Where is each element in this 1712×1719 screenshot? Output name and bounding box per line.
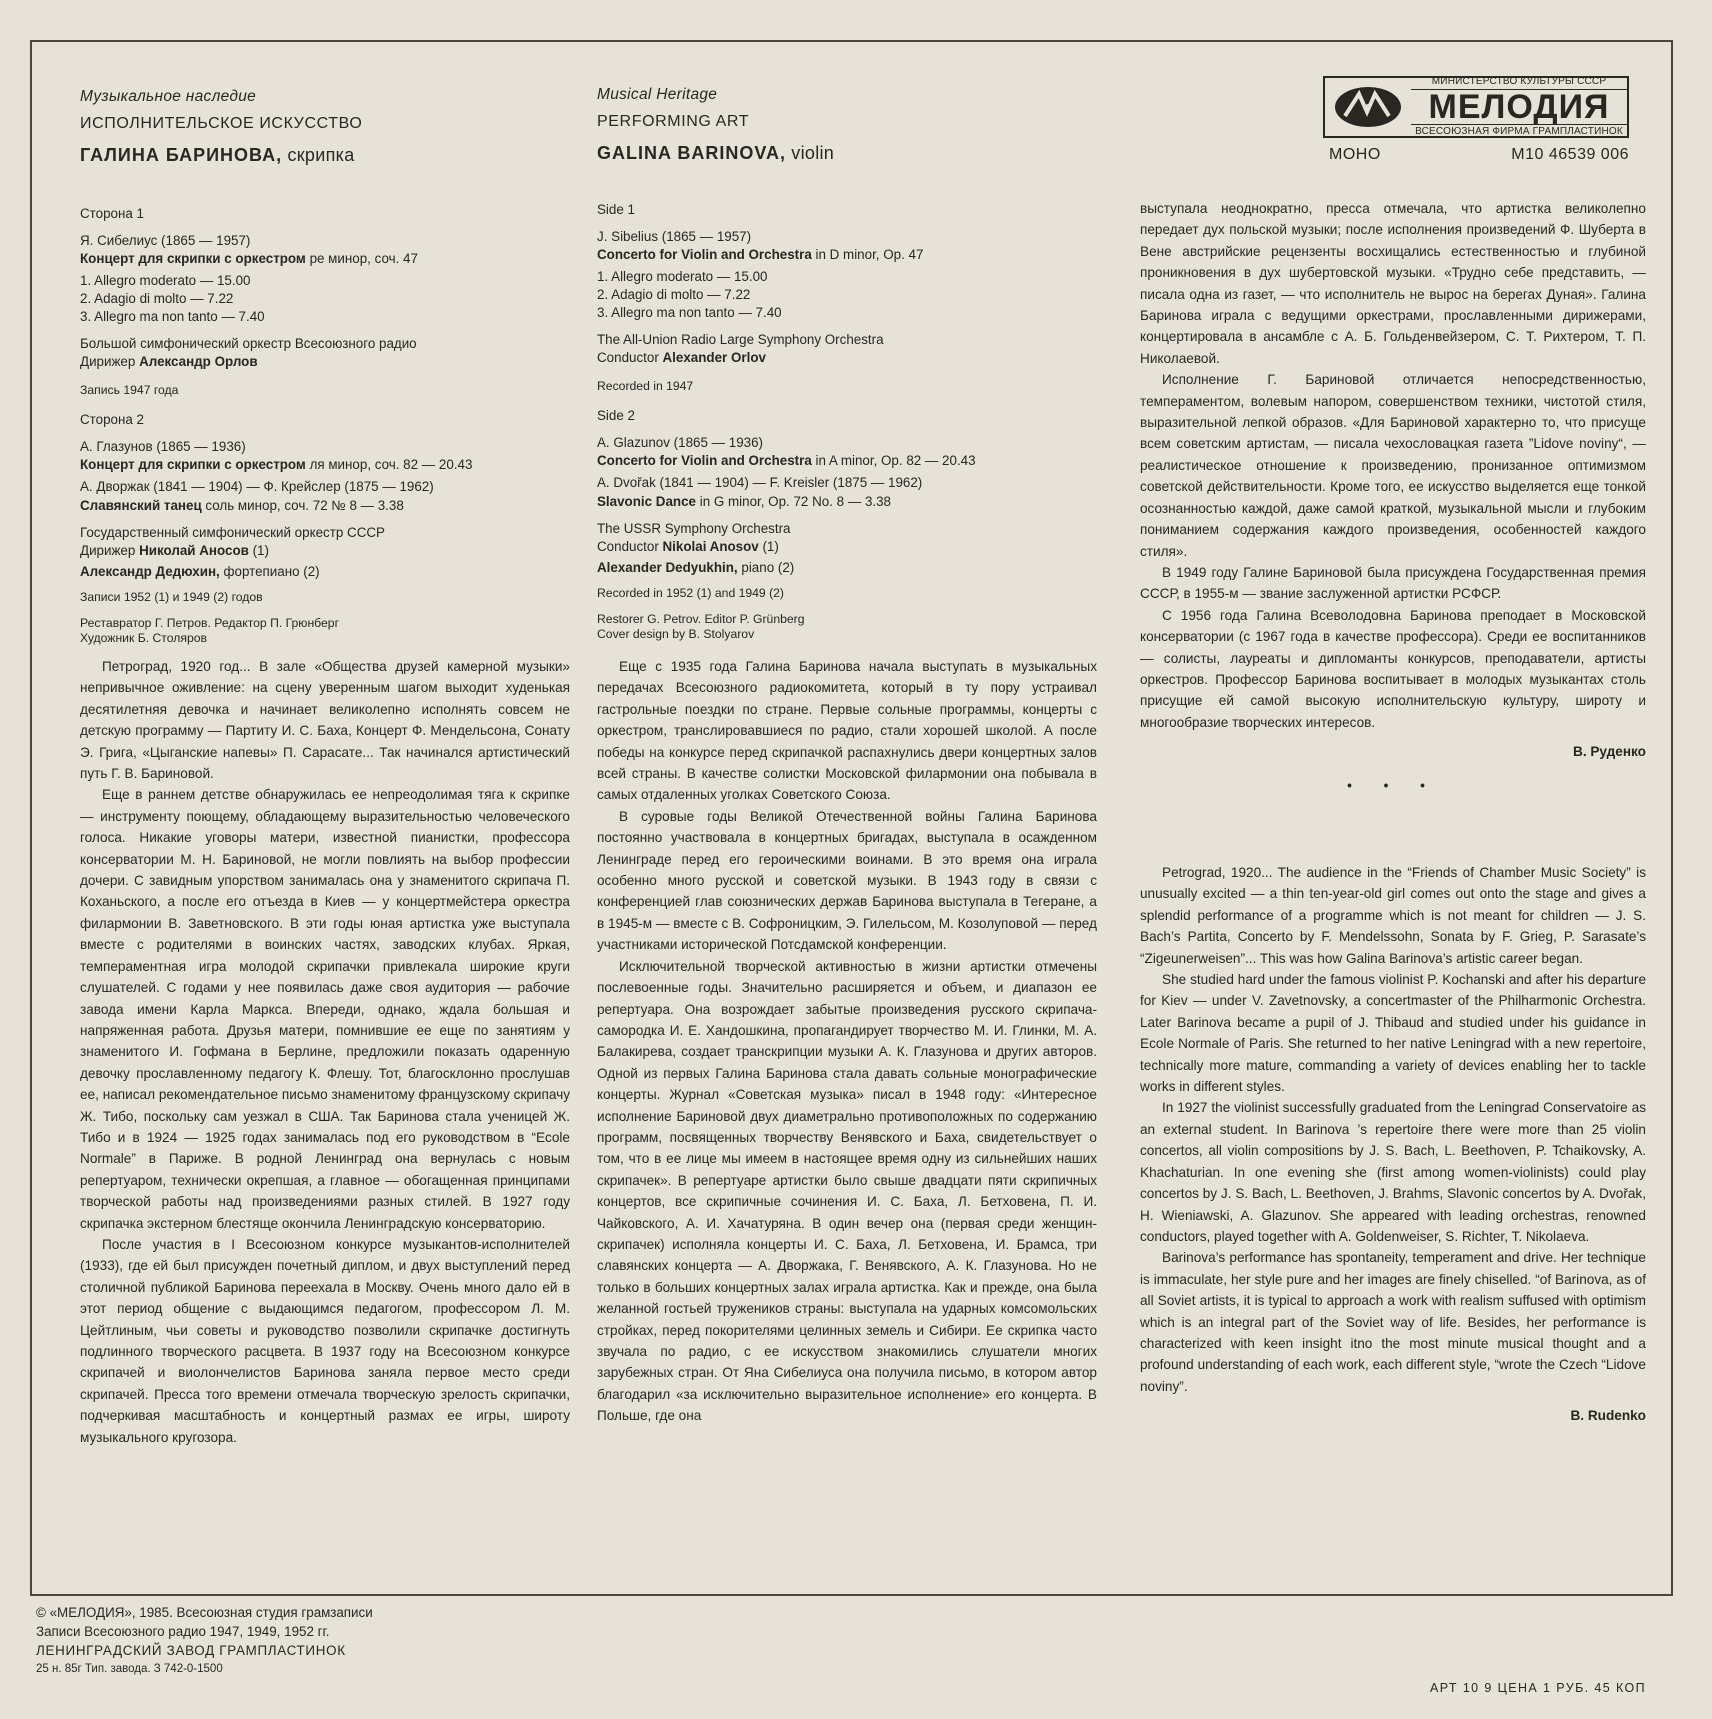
mono-label: МОНО xyxy=(1329,146,1381,163)
en-side2: Side 2 xyxy=(597,407,635,423)
en-pianist xyxy=(597,559,1097,577)
plant-line: ЛЕНИНГРАДСКИЙ ЗАВОД ГРАМПЛАСТИНОК xyxy=(36,1643,346,1658)
ru-instrument: скрипка xyxy=(282,144,355,165)
ru-paragraph: Исполнение Г. Бариновой отличается непосредственностью, темпераментом, волевым напором, совершенством техники, чистотой стиля, выразительной лепкой образов. «Для Бариновой характерно то, что присуще всем советским артистам, — писала чехословацкая газета ”Lidove noviny“, — реалистическое отношение к произведению, пронизанное оптимизмом советской действительности. Кроме того, ее искусство выделяется еще тонкой осознанностью каждой, даже самой краткой, музыкальной мысли и глубоким пониманием содержания каждого произведения, особенностей каждого стиля». xyxy=(1140,372,1646,559)
ru-conductor2-name: Николай Аносов xyxy=(139,543,249,559)
en-conductor2-label: Conductor xyxy=(597,539,663,555)
ru-conductor1-name: Александр Орлов xyxy=(139,354,258,370)
ru-work2-key: ля минор, соч. 82 — 20.43 xyxy=(305,457,473,473)
en-composer2: A. Glazunov (1865 — 1936) xyxy=(597,435,763,451)
catalog-number: М10 46539 006 xyxy=(1511,146,1629,163)
ru-composer2: А. Глазунов (1865 — 1936) xyxy=(80,439,246,455)
en-tracklist xyxy=(597,201,1097,643)
label-name: МЕЛОДИЯ xyxy=(1411,89,1627,125)
en-movement1: 1. Allegro moderato — 15.00 xyxy=(597,268,768,284)
ru-series: Музыкальное наследие xyxy=(80,88,257,105)
ru-work2 xyxy=(80,456,570,474)
en-artist: GALINA BARINOVA, xyxy=(597,142,786,163)
ru-category: ИСПОЛНИТЕЛЬСКОЕ ИСКУССТВО xyxy=(80,115,363,133)
ru-biography-col2 xyxy=(597,656,1097,1427)
ru-paragraph: После участия в I Всесоюзном конкурсе музыкантов-исполнителей (1933), где ей был присужден почетный диплом, и двух выступлений перед столичной публикой Баринова переехала в Москву. Очень много дало ей в этот период общение с выдающимся педагогом, профессором Л. М. Цейтлиным, чьи советы и руководство позволили скрипачке достигнуть подлинного творческого расцвета. В 1937 году на Всесоюзном конкурсе скрипачей и виолончелистов Баринова заняла первое место среди скрипачей. Пресса того времени отмечала творческую зрелость скрипачки, подчеркивая масштабность и концертный размах ее игры, широту музыкального кругозора. xyxy=(80,1236,570,1445)
en-work2 xyxy=(597,452,1097,470)
en-recorded1: Recorded in 1947 xyxy=(597,378,694,393)
ru-conductor2 xyxy=(80,542,570,560)
melodiya-logo xyxy=(1323,76,1629,138)
ru-signature: В. Руденко xyxy=(1573,744,1646,760)
ru-conductor1-label: Дирижер xyxy=(80,354,140,370)
ru-recorded1: Запись 1947 года xyxy=(80,382,179,397)
ru-biography-col3 xyxy=(1140,198,1646,796)
en-conductor1-name: Alexander Orlov xyxy=(662,350,766,366)
en-work2-key: in A minor, Op. 82 — 20.43 xyxy=(811,453,976,469)
en-instrument: violin xyxy=(786,142,835,163)
en-category: PERFORMING ART xyxy=(597,113,750,131)
ru-artist-line xyxy=(80,145,570,166)
en-movement3: 3. Allegro ma non tanto — 7.40 xyxy=(597,305,782,321)
ru-movement1: 1. Allegro moderato — 15.00 xyxy=(80,272,251,288)
en-series: Musical Heritage xyxy=(597,86,718,103)
en-biography-col3 xyxy=(1140,862,1646,1427)
en-paragraph: Petrograd, 1920... The audience in the “Friends of Chamber Music Society” is unusually excited — a thin ten-year-old girl comes out onto the stage and gives a splendid performance of a programme which is not meant for children — J. S. Bach’s Partita, Concerto by F. Mendelssohn, Sonata by F. Grieg, P. Sarasate’s “Zigeunerweisen”... This was how Galina Barinova’s artistic career began. xyxy=(1140,865,1646,966)
ru-orchestra2: Государственный симфонический оркестр СССР xyxy=(80,524,385,540)
ru-work3 xyxy=(80,497,570,515)
en-work1 xyxy=(597,246,1097,264)
en-conductor2-name: Nikolai Anosov xyxy=(662,539,759,555)
en-conductor2-suffix: (1) xyxy=(758,539,779,555)
en-paragraph: Barinova’s performance has spontaneity, temperament and drive. Her technique is immaculate, her style pure and her images are finely chiselled. “of Barinova, as of all Soviet artists, it is typical to approach a work with realism suffused with optimism which is an integral part of the Soviet way of life. Besides, her performance is characterized with keen insight itno the most minute musical thought and a profound understanding of each work, each different style, “wrote the Czech “Lidove noviny”. xyxy=(1140,1250,1646,1394)
ru-composer1: Я. Сибелиус (1865 — 1957) xyxy=(80,233,251,249)
ru-movement2: 2. Adagio di molto — 7.22 xyxy=(80,290,234,306)
ru-paragraph: Петроград, 1920 год... В зале «Общества друзей камерной музыки» непривычное оживление: на сцену уверенным шагом выходит худенькая десятилетняя девочка и начинает великолепно исполнять совсем не детскую программу — Партиту И. С. Баха, Концерт Ф. Мендельсона, Сонату Э. Грига, «Цыганские напевы» П. Сарасате... Так начинался артистический путь Г. В. Бариновой. xyxy=(80,659,570,782)
ru-recorded2: Записи 1952 (1) и 1949 (2) годов xyxy=(80,590,263,605)
mono-catalog-line xyxy=(1323,146,1629,164)
section-divider: • • • xyxy=(1347,777,1439,793)
ru-pianist-name: Александр Дедюхин, xyxy=(80,564,220,580)
ru-composer3: А. Дворжак (1841 — 1904) — Ф. Крейслер (1875 — 1962) xyxy=(80,479,434,495)
en-orchestra1: The All-Union Radio Large Symphony Orchestra xyxy=(597,332,884,348)
en-pianist-name: Alexander Dedyukhin, xyxy=(597,560,738,576)
en-paragraph: In 1927 the violinist successfully graduated from the Leningrad Conservatoire as an external student. In Barinova ’s repertoire there were more than 25 violin concertos, all violin compositions by J. S. Bach, L. Beethoven, P. Tchaikovsky, A. Khachaturian. In one evening she (first among women-violinists) could play concertos by J. S. Bach, L. Beethoven, J. Brahms, Slavonic concertos by A. Dvořak, H. Wieniawski, A. Glazunov. She appeared with leading orchestras, renowned conductors, played together with A. Goldenweiser, S. Richter, T. Nikolaeva. xyxy=(1140,1100,1646,1244)
footer-imprint xyxy=(36,1603,373,1679)
ru-work3-key: соль минор, соч. 72 № 8 — 3.38 xyxy=(201,497,404,513)
en-credits2: Cover design by B. Stolyarov xyxy=(597,627,755,642)
en-conductor2 xyxy=(597,538,1097,556)
en-header xyxy=(597,84,1097,164)
en-work3-title: Slavonic Dance xyxy=(597,493,696,509)
ru-header xyxy=(80,86,570,166)
en-orchestra2: The USSR Symphony Orchestra xyxy=(597,520,791,536)
en-artist-line xyxy=(597,143,1097,164)
ru-work3-title: Славянский танец xyxy=(80,497,202,513)
en-side1: Side 1 xyxy=(597,202,635,217)
en-credits1: Restorer G. Petrov. Editor P. Grünberg xyxy=(597,611,805,626)
ru-side2: Сторона 2 xyxy=(80,411,145,427)
ru-work1 xyxy=(80,250,570,268)
en-composer1: J. Sibelius (1865 — 1957) xyxy=(597,229,752,245)
ru-conductor1 xyxy=(80,353,570,371)
en-work3 xyxy=(597,493,1097,511)
en-work1-title: Concerto for Violin and Orchestra xyxy=(597,247,812,263)
ru-paragraph: С 1956 года Галина Всеволодовна Баринова преподает в Московской консерватории (с 1967 года в качестве профессора). Среди ее воспитанников — солисты, лауреаты и дипломанты конкурсов, преподаватели, артисты оркестров. Профессор Баринова воспитывает в молодых музыкантах столь присущие ей самой высокую исполнительскую культуру, широту и многообразие творческих интересов. xyxy=(1140,607,1646,730)
en-recorded2: Recorded in 1952 (1) and 1949 (2) xyxy=(597,586,784,601)
ru-pianist-role: фортепиано (2) xyxy=(219,564,320,580)
firm-line: ВСЕСОЮЗНАЯ ФИРМА ГРАМПЛАСТИНОК xyxy=(1415,126,1623,137)
ru-credits2: Художник Б. Столяров xyxy=(80,631,207,646)
ru-conductor2-label: Дирижер xyxy=(80,543,140,559)
en-work2-title: Concerto for Violin and Orchestra xyxy=(597,453,812,469)
print-line: 25 н. 85г Тип. завода. З 742-0-1500 xyxy=(36,1663,223,1675)
en-work1-key: in D minor, Op. 47 xyxy=(811,247,924,263)
ru-tracklist xyxy=(80,205,570,647)
en-paragraph: She studied hard under the famous violinist P. Kochanski and after his departure for Kiev — under V. Zavetnovsky, a concertmaster of the Philharmonic Orchestra. Later Barinova became a pupil of J. Thibaud and studied under his guidance in Ecole Normale of Paris. She returned to her native Leningrad with a new repertoire, technically more mature, commanding a variety of devices enabling her to tackle works in different styles. xyxy=(1140,972,1646,1095)
ru-credits1: Реставратор Г. Петров. Редактор П. Грюнберг xyxy=(80,615,340,630)
ru-paragraph: Еще с 1935 года Галина Баринова начала выступать в музыкальных передачах Всесоюзного радиокомитета, который в ту пору устраивал гастрольные поездки по стране. Первые сольные программы, концерты с оркестром, транслировавшиеся по радио, стали хорошей школой. А после победы на конкурсе перед скрипачкой распахнулись двери концертных залов всей страны. В качестве солистки Московской филармонии она побывала в самых отдаленных уголках Советского Союза. xyxy=(597,659,1097,803)
ru-paragraph: В суровые годы Великой Отечественной войны Галина Баринова постоянно участвовала в концертных бригадах, выступала в осажденном Ленинграде перед его героическими воинами. В это время она играла особенно много русской и советской музыки. В 1943 году в связи с конференцией глав союзнических держав Баринова выступала в Тегеране, а в 1945-м — вместе с В. Софроницким, Э. Гилельсом, М. Козолуповой — перед участниками исторической Потсдамской конференции. xyxy=(597,808,1097,953)
en-work3-key: in G minor, Op. 72 No. 8 — 3.38 xyxy=(696,493,892,509)
melodiya-emblem-icon xyxy=(1325,78,1411,136)
ru-side1: Сторона 1 xyxy=(80,206,145,221)
ru-orchestra1: Большой симфонический оркестр Всесоюзного радио xyxy=(80,336,417,352)
en-signature: B. Rudenko xyxy=(1570,1408,1646,1424)
ru-paragraph: выступала неоднократно, пресса отмечала, что артистка великолепно передает дух польской музыки; после исполнения произведений Ф. Шуберта в Вене австрийские рецензенты восхищались естественностью и глубиной проникновения в дух шубертовской музыки. «Трудно себе представить, — писала одна из газет, — что исполнитель не вырос на берегах Дуная». Галина Баринова играла с ведущими оркестрами, прославленными дирижерами, концертировала в ансамбле с А. Б. Гольденвейзером, С. Т. Рихтером, Т. П. Николаевой. xyxy=(1140,201,1646,366)
ru-paragraph: Исключительной творческой активностью в жизни артистки отмечены послевоенные годы. Значительно расширяется и объем, и диапазон ее репертуара. Она возрождает забытые произведения русского скрипача-самородка И. Е. Хандошкина, пропагандирует творчество М. И. Глинки, М. А. Балакирева, создает транскрипции музыки А. К. Глазунова и других авторов. Одной из первых Галина Баринова стала давать сольные монографические концерты. Журнал «Советская музыка» писал в 1948 году: «Интересное исполнение Бариновой двух диаметрально противоположных по содержанию программ, посвященных творчеству Венявского и Баха, свидетельствует о том, что в ее лице мы имеем в настоящее время одну из сильнейших наших скрипачек». В репертуаре артистки было свыше двадцати пяти скрипичных концертов, все скрипичные сочинения И. С. Баха, Л. Бетховена, П. И. Чайковского, А. И. Хачатуряна. В один вечер она (первая среди женщин-скрипачек) исполняла концерты И. С. Баха, Л. Бетховена, И. Брамса, три славянских концерта — А. Дворжака, Г. Венявского, А. К. Глазунова. Но не только в больших концертных залах играла артистка. Как и прежде, она была желанной гостьей тружеников страны: выступала на ударных комсомольских стройках, перед покорителями целинных земель и Сибири. Ее скрипка часто звучала по радио, с ее искусством знакомились слушатели многих зарубежных стран. От Яна Сибелиуса она получила письмо, в котором автор благодарил «за исключительно выразительное исполнение» его концерта. В Польше, где она xyxy=(597,958,1097,1424)
en-pianist-role: piano (2) xyxy=(737,560,795,576)
en-composer3: A. Dvořak (1841 — 1904) — F. Kreisler (1875 — 1962) xyxy=(597,475,923,491)
en-conductor1 xyxy=(597,349,1097,367)
ru-work1-key: ре минор, соч. 47 xyxy=(305,251,418,267)
ru-work2-title: Концерт для скрипки с оркестром xyxy=(80,457,306,473)
ru-pianist xyxy=(80,563,570,581)
ru-paragraph: Еще в раннем детстве обнаружилась ее непреодолимая тяга к скрипке — инструменту поющему, обладающему выразительностью человеческого голоса. Никакие уговоры матери, известной пианистки, профессора консерватории М. Н. Бариновой, не могли повлиять на выбор профессии дочери. С завидным упорством занималась она у знаменитого скрипача П. Коханьского, а после его отъезда в Киев — у концертмейстера оркестра филармонии В. Заветновского. В эти годы юная артистка уже выступала вместе с родителями в воинских частях, заводских клубах. Яркая, темпераментная игра молодой скрипачки привлекала широкие круги слушателей. С годами у нее появилась даже своя аудитория — рабочие завода имени Карла Маркса. Впереди, однако, ждала большая и напряженная работа. Друзья матери, помнившие ее еще по занятиям у знаменитого И. Гофмана в Берлине, предложили показать одаренную девочку прославленному педагогу К. Флешу. Тот, благосклонно прослушав ее, написал рекомендательное письмо знаменитому французскому скрипачу Ж. Тибо, поскольку сам уезжал в США. Так Баринова стала ученицей Ж. Тибо и в 1924 — 1925 годах занималась под его руководством в “Ecole Normale” в Париже. В родной Ленинград она вернулась с новым репертуаром, технически окрепшая, а главное — обогащенная принципами творческой работы над произведениями разных стилей. В 1927 году скрипачка экстерном блестяще окончила Ленинградскую консерваторию. xyxy=(80,787,570,1231)
copyright-line: © «МЕЛОДИЯ», 1985. Всесоюзная студия грамзаписи xyxy=(36,1605,373,1620)
ru-conductor2-suffix: (1) xyxy=(248,543,269,559)
en-conductor1-label: Conductor xyxy=(597,350,663,366)
ru-artist: ГАЛИНА БАРИНОВА, xyxy=(80,144,283,165)
price-line: АРТ 10 9 ЦЕНА 1 РУБ. 45 КОП xyxy=(1430,1681,1647,1695)
ru-movement3: 3. Allegro ma non tanto — 7.40 xyxy=(80,309,265,325)
melodiya-wordmark xyxy=(1411,77,1627,137)
ru-paragraph: В 1949 году Галине Бариновой была присуждена Государственная премия СССР, в 1955-м — звание заслуженной артистки РСФСР. xyxy=(1140,564,1646,602)
ru-work1-title: Концерт для скрипки с оркестром xyxy=(80,251,306,267)
ministry-line: МИНИСТЕРСТВО КУЛЬТУРЫ СССР xyxy=(1431,76,1607,87)
recordings-line: Записи Всесоюзного радио 1947, 1949, 1952 гг. xyxy=(36,1624,330,1639)
ru-biography-col1 xyxy=(80,656,570,1448)
en-movement2: 2. Adagio di molto — 7.22 xyxy=(597,286,751,302)
